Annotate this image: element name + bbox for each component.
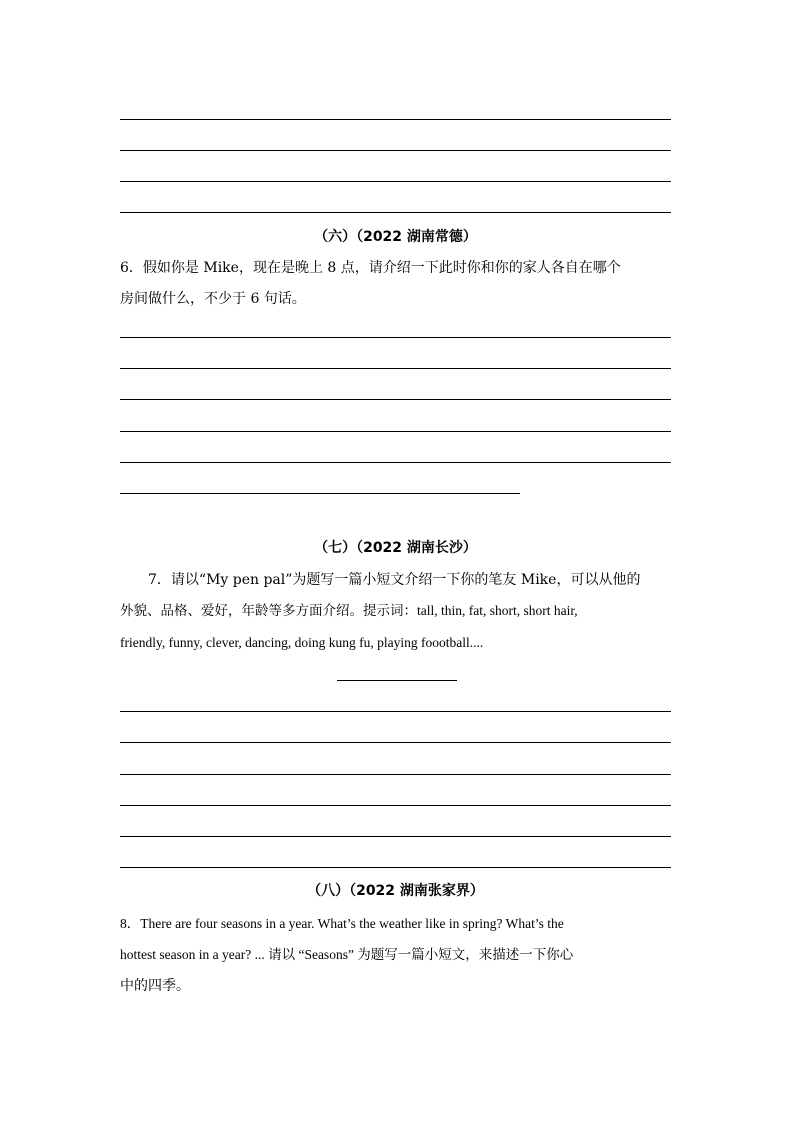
- answer-line: [120, 399, 671, 400]
- section-6-heading: （六）（2022 湖南常德）: [314, 229, 477, 245]
- answer-line: [120, 368, 671, 369]
- title-blank: [337, 680, 457, 681]
- writing-line: [120, 212, 671, 213]
- answer-line: [120, 742, 671, 743]
- answer-line: [120, 431, 671, 432]
- question-8-line-3: 中的四季。: [120, 978, 190, 994]
- question-6-line-2: 房间做什么，不少于 6 句话。: [120, 291, 306, 307]
- question-7-line-3: friendly, funny, clever, dancing, doing kung fu, playing foootball....: [120, 635, 484, 650]
- answer-line: [120, 462, 671, 463]
- section-7-heading: （七）（2022 湖南长沙）: [314, 540, 477, 556]
- answer-line: [120, 867, 671, 868]
- section-8-heading: （八）（2022 湖南张家界）: [307, 883, 484, 899]
- answer-line: [120, 711, 671, 712]
- answer-line: [120, 337, 671, 338]
- question-6-line-1: 6．假如你是 Mike，现在是晚上 8 点，请介绍一下此时你和你的家人各自在哪个: [120, 260, 621, 276]
- writing-line: [120, 181, 671, 182]
- answer-line: [120, 774, 671, 775]
- question-8-line-1: 8．There are four seasons in a year. What’s the weather like in spring? What’s the: [120, 916, 564, 931]
- writing-line: [120, 150, 671, 151]
- answer-line: [120, 836, 671, 837]
- answer-line-short: [120, 493, 520, 494]
- question-7-line-1: 7．请以“My pen pal”为题写一篇小短文介绍一下你的笔友 Mike，可以从他的: [148, 572, 641, 588]
- question-7-line-2: 外貌、品格、爱好，年龄等多方面介绍。提示词：tall, thin, fat, short, short hair,: [120, 603, 578, 618]
- answer-line: [120, 805, 671, 806]
- writing-line: [120, 119, 671, 120]
- question-8-line-2: hottest season in a year? ... 请以 “Seasons” 为题写一篇小短文，来描述一下你心: [120, 947, 574, 962]
